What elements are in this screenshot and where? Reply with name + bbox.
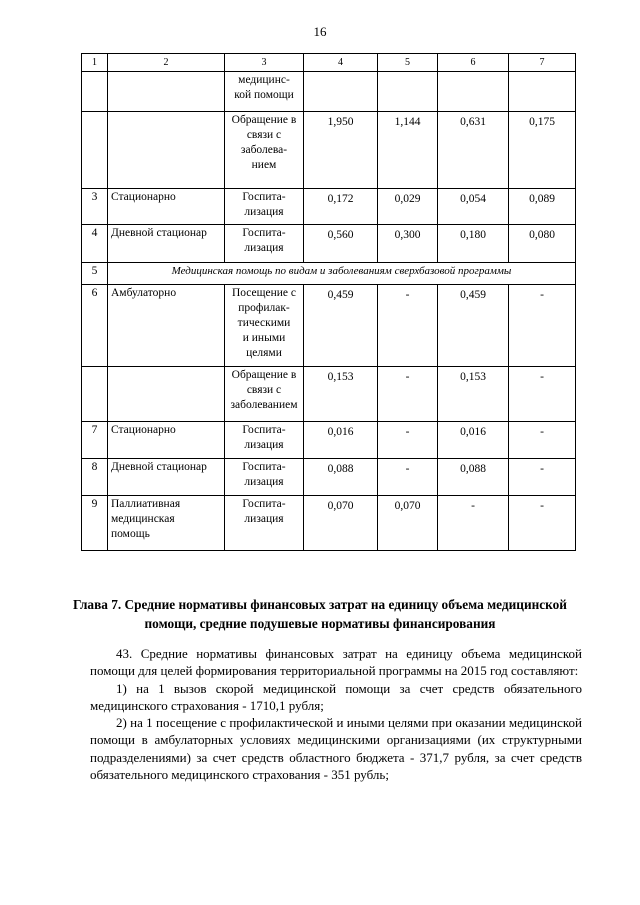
value-cell: 0,016 xyxy=(304,422,378,459)
value-cell: 0,153 xyxy=(438,367,509,422)
condition-cell: Стационарно xyxy=(108,189,225,225)
table-row xyxy=(82,367,576,422)
value-cell: - xyxy=(509,367,576,422)
value-cell: - xyxy=(438,496,509,551)
care-type-cell: Госпита- лизация xyxy=(225,496,304,551)
col-header: 5 xyxy=(378,54,438,72)
row-number: 6 xyxy=(82,285,108,367)
col-header: 7 xyxy=(509,54,576,72)
care-type-cell: Госпита- лизация xyxy=(225,459,304,496)
row-number: 8 xyxy=(82,459,108,496)
paragraph: 2) на 1 посещение с профилактической и иными целями при оказании медицинской помощи в амбулаторных условиях медицинскими организациями (их структурными подразделениями) за счет средств областного бюджета - 371,7 рубля, за счет средств обязательного медицинского страхования - 351 рубль; xyxy=(90,715,582,783)
body-text xyxy=(90,645,582,783)
row-number: 3 xyxy=(82,189,108,225)
care-type-cell: Обращение в связи с заболеванием xyxy=(225,367,304,422)
table-row xyxy=(82,225,576,263)
col-header: 3 xyxy=(225,54,304,72)
col-header: 6 xyxy=(438,54,509,72)
page-number: 16 xyxy=(313,24,327,39)
paragraph: 1) на 1 вызов скорой медицинской помощи за счет средств обязательного медицинского страхования - 1710,1 рубля; xyxy=(90,680,582,713)
data-table xyxy=(81,53,576,551)
table-row xyxy=(82,422,576,459)
care-type-cell: Обращение в связи с заболева- нием xyxy=(225,112,304,189)
value-cell: 0,070 xyxy=(378,496,438,551)
value-cell: - xyxy=(378,422,438,459)
value-cell: 0,088 xyxy=(304,459,378,496)
col-header: 2 xyxy=(108,54,225,72)
value-cell: 0,631 xyxy=(438,112,509,189)
care-type-cell: Госпита- лизация xyxy=(225,422,304,459)
care-type-cell: Госпита- лизация xyxy=(225,189,304,225)
condition-cell: Стационарно xyxy=(108,422,225,459)
value-cell: - xyxy=(378,367,438,422)
value-cell: 0,180 xyxy=(438,225,509,263)
table-row xyxy=(82,263,576,285)
value-cell: - xyxy=(509,285,576,367)
table-row xyxy=(82,112,576,189)
value-cell: 0,560 xyxy=(304,225,378,263)
value-cell: 0,300 xyxy=(378,225,438,263)
value-cell: - xyxy=(509,422,576,459)
value-cell: - xyxy=(378,459,438,496)
row-number: 9 xyxy=(82,496,108,551)
value-cell: 0,459 xyxy=(438,285,509,367)
value-cell: 0,172 xyxy=(304,189,378,225)
value-cell: 0,016 xyxy=(438,422,509,459)
value-cell: 0,029 xyxy=(378,189,438,225)
value-cell: 0,070 xyxy=(304,496,378,551)
chapter-heading: Глава 7. Средние нормативы финансовых затрат на единицу объема медицинской помощи, средние подушевые нормативы финансирования xyxy=(73,597,567,631)
table-row xyxy=(82,285,576,367)
table-row xyxy=(82,189,576,225)
care-type-cell: медицинс- кой помощи xyxy=(225,72,304,112)
col-header: 4 xyxy=(304,54,378,72)
paragraph: 43. Средние нормативы финансовых затрат на единицу объема медицинской помощи для целей формирования территориальной программы на 2015 год составляют: xyxy=(90,646,582,679)
value-cell: 1,144 xyxy=(378,112,438,189)
col-header: 1 xyxy=(82,54,108,72)
row-number: 7 xyxy=(82,422,108,459)
value-cell: 0,153 xyxy=(304,367,378,422)
section-label: Медицинская помощь по видам и заболеваниям сверхбазовой программы xyxy=(108,263,576,285)
value-cell: 0,089 xyxy=(509,189,576,225)
table-row xyxy=(82,72,576,112)
care-type-cell: Госпита- лизация xyxy=(225,225,304,263)
value-cell: 0,088 xyxy=(438,459,509,496)
value-cell: 0,459 xyxy=(304,285,378,367)
condition-cell: Паллиативная медицинская помощь xyxy=(108,496,225,551)
row-number: 5 xyxy=(82,263,108,285)
value-cell: - xyxy=(509,459,576,496)
condition-cell: Дневной стационар xyxy=(108,459,225,496)
value-cell: 0,175 xyxy=(509,112,576,189)
table-row xyxy=(82,496,576,551)
value-cell: - xyxy=(509,496,576,551)
row-number: 4 xyxy=(82,225,108,263)
value-cell: 0,054 xyxy=(438,189,509,225)
value-cell: 1,950 xyxy=(304,112,378,189)
condition-cell: Дневной стационар xyxy=(108,225,225,263)
table-row xyxy=(82,459,576,496)
care-type-cell: Посещение с профилак- тическими и иными целями xyxy=(225,285,304,367)
condition-cell: Амбулаторно xyxy=(108,285,225,367)
table-header-row xyxy=(82,54,576,72)
value-cell: 0,080 xyxy=(509,225,576,263)
value-cell: - xyxy=(378,285,438,367)
